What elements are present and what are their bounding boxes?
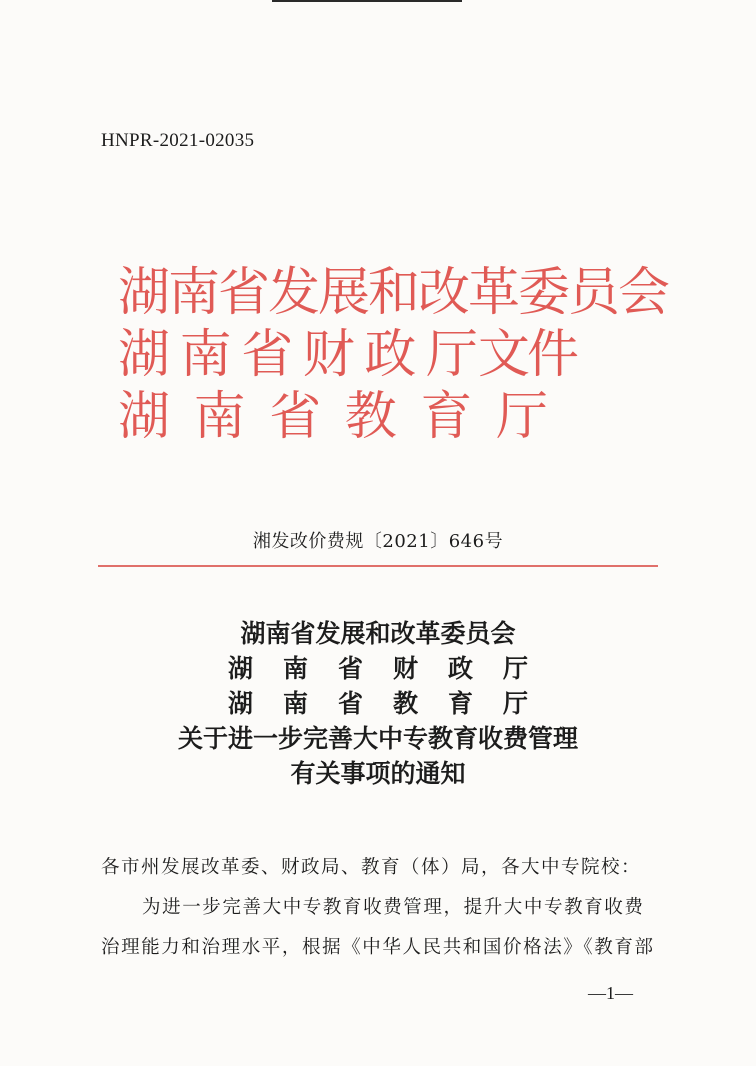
title-issuer-3-text: 湖南省教育厅 [228, 689, 528, 718]
page-number: —1— [588, 983, 633, 1003]
salutation: 各市州发展改革委、财政局、教育（体）局，各大中专院校： [101, 857, 642, 878]
title-issuer-3 [0, 686, 756, 721]
title-subject-1: 关于进一步完善大中专教育收费管理 [177, 724, 578, 753]
red-divider [98, 565, 658, 567]
title-issuer-1: 湖南省发展和改革委员会 [240, 619, 516, 648]
header-document-word: 文件 [478, 325, 577, 385]
document-title [0, 616, 756, 791]
title-issuer-2 [0, 651, 756, 686]
top-edge-mark [272, 0, 462, 2]
header-issuer-1-text: 湖南省发展和改革委员会 [118, 263, 669, 323]
document-number: 湘发改价费规〔2021〕646号 [252, 531, 504, 552]
title-issuer-2-text: 湖南省财政厅 [228, 654, 528, 683]
body-paragraph-line-2: 治理能力和治理水平，根据《中华人民共和国价格法》《教育部 [101, 937, 655, 958]
header-issuer-3-text: 湖南省教育厅 [118, 387, 548, 447]
body-paragraph-line-1: 为进一步完善大中专教育收费管理，提升大中专教育收费 [142, 897, 645, 918]
header-issuer-1 [118, 262, 678, 324]
document-id: HNPR-2021-02035 [101, 130, 255, 151]
title-subject-2: 有关事项的通知 [290, 759, 466, 788]
header-issuer-3 [118, 386, 678, 448]
header-issuer-2 [118, 324, 678, 386]
red-header [118, 262, 678, 448]
header-issuer-2-text: 湖南省财政厅 [118, 325, 478, 385]
